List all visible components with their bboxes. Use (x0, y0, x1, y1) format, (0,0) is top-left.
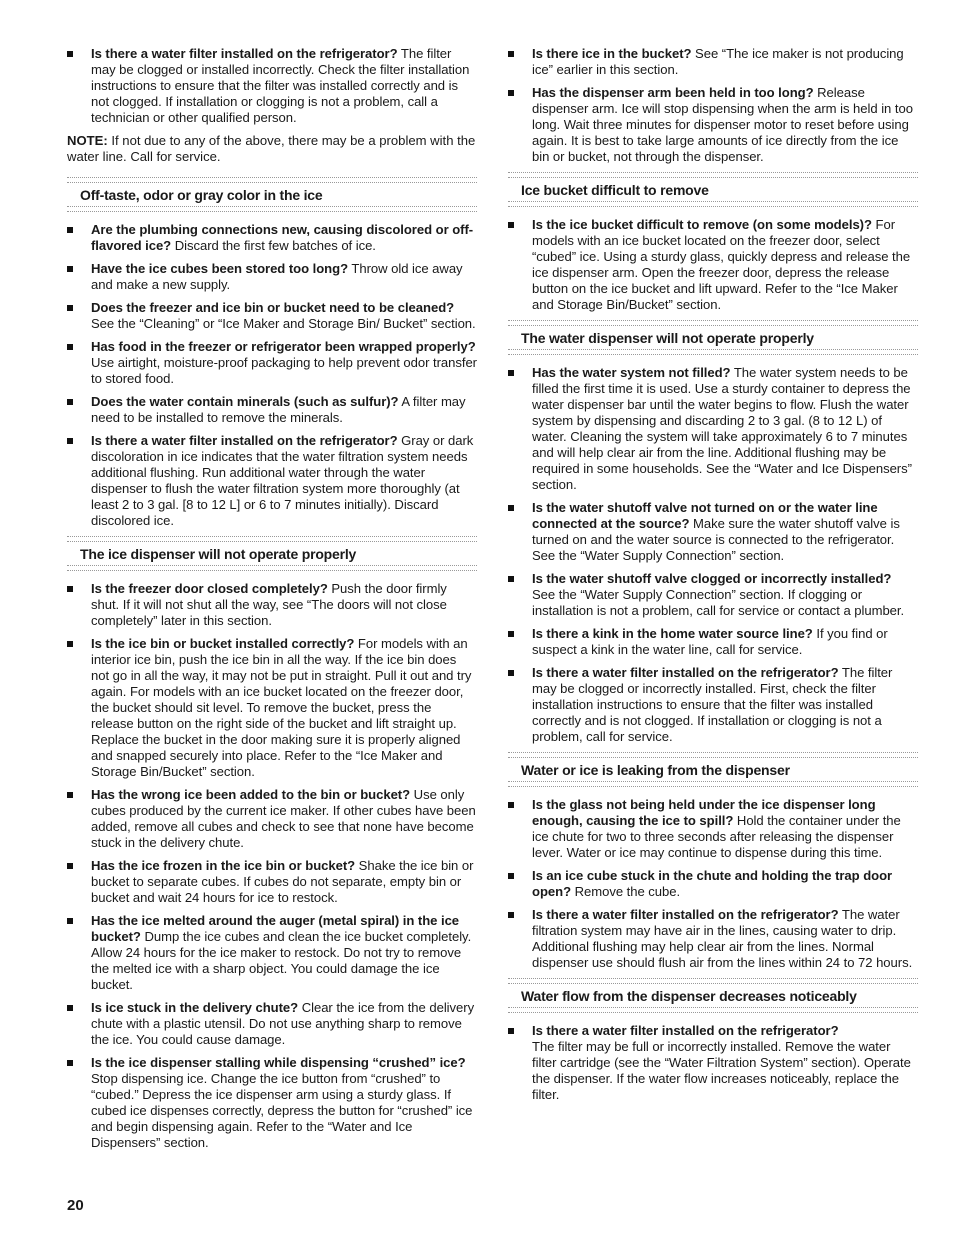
bullet-square-icon (67, 1005, 73, 1011)
troubleshoot-item: Is the water shutoff valve not turned on or the water line connected at the source? Make sure the water shutoff valve is turned on and the water source is connected to the refrigerator. See the “Water Supply Connection” section. (508, 500, 918, 564)
troubleshoot-item: Is there a water filter installed on the refrigerator? Gray or dark discoloration in ice indicates that the water filtration system needs additional flushing. Run additional water through the water dispenser to flush the water filtration system more thoroughly (at least 2 to 3 gal. [8 to 12 L] or 6 to 7 minutes initially). Discard discolored ice. (67, 433, 477, 529)
section-title: Water flow from the dispenser decreases noticeably (521, 988, 857, 1004)
troubleshoot-item: Is the water shutoff valve clogged or incorrectly installed? See the “Water Supply Connection” section. If clogging or installation is not a problem, call for service or contact a plumber. (508, 571, 918, 619)
divider (508, 1007, 918, 1013)
troubleshoot-item: Is there a water filter installed on the refrigerator? The filter may be clogged or incorrectly installed. First, check the filter installation instructions to ensure that the filter was installed correctly and is not clogged. If installation or clogging is not a problem, call for service. (508, 665, 918, 745)
troubleshoot-item: Is the glass not being held under the ice dispenser long enough, causing the ice to spill? Hold the container under the ice chute for two to three seconds after releasing the dispenser lever. Water or ice may continue to dispense during this time. (508, 797, 918, 861)
bullet-square-icon (67, 51, 73, 57)
bullet-square-icon (67, 918, 73, 924)
bullet-square-icon (67, 399, 73, 405)
troubleshoot-item: Has the ice frozen in the ice bin or bucket? Shake the ice bin or bucket to separate cubes. If cubes do not separate, empty bin or bucket and wait 24 hours for ice to restock. (67, 858, 477, 906)
troubleshoot-item: Is there ice in the bucket? See “The ice maker is not producing ice” earlier in this section. (508, 46, 918, 78)
troubleshoot-item: Is there a water filter installed on the refrigerator? The filter may be clogged or installed incorrectly. Check the filter installation instructions to ensure that the filter was installed correctly and is not clogged. If installation or clogging is not a problem, call a technician or other qualified person. (67, 46, 477, 126)
troubleshoot-item: Does the water contain minerals (such as sulfur)? A filter may need to be installed to remove the minerals. (67, 394, 477, 426)
section-title: The water dispenser will not operate properly (521, 330, 814, 346)
bullet-square-icon (508, 370, 514, 376)
section-header (508, 752, 918, 787)
troubleshoot-item: Have the ice cubes been stored too long? Throw old ice away and make a new supply. (67, 261, 477, 293)
bullet-square-icon (508, 802, 514, 808)
divider (67, 565, 477, 571)
bullet-square-icon (508, 51, 514, 57)
bullet-square-icon (508, 670, 514, 676)
troubleshoot-item: Has the water system not filled? The water system needs to be filled the first time it is used. Use a sturdy container to depress the water dispenser bar until the water begins to flow. Flush the water system by dispensing and discarding 2 to 3 gal. (8 to 12 L) of water. Cleaning the system will take approximately 6 to 7 minutes and will help clear air from the line. Additional flushing may be required in some households. See the “Water and Ice Dispensers” section. (508, 365, 918, 493)
section-title: Off-taste, odor or gray color in the ice (80, 187, 323, 203)
bullet-square-icon (508, 631, 514, 637)
troubleshoot-item: Is there a kink in the home water source line? If you find or suspect a kink in the water line, call for service. (508, 626, 918, 658)
section-title: The ice dispenser will not operate properly (80, 546, 357, 562)
troubleshoot-item: Is ice stuck in the delivery chute? Clear the ice from the delivery chute with a plastic utensil. Do not use anything sharp to remove the ice. You could cause damage. (67, 1000, 477, 1048)
troubleshoot-item: Is the ice bucket difficult to remove (on some models)? For models with an ice bucket located on the freezer door, select “cubed” ice. Using a sturdy glass, quickly depress and release the ice dispenser arm. Open the freezer door, depress the release button on the ice bucket and lift upward. Refer to the “Ice Maker and Storage Bin/Bucket” section. (508, 217, 918, 313)
troubleshoot-item: Has food in the freezer or refrigerator been wrapped properly? Use airtight, moisture-proof packaging to help prevent odor transfer to stored food. (67, 339, 477, 387)
bullet-square-icon (67, 305, 73, 311)
bullet-square-icon (67, 344, 73, 350)
bullet-square-icon (508, 222, 514, 228)
troubleshoot-item: Is the freezer door closed completely? Push the door firmly shut. If it will not shut all the way, see “The doors will not close completely” later in this section. (67, 581, 477, 629)
divider (508, 349, 918, 355)
troubleshoot-item: Is an ice cube stuck in the chute and holding the trap door open? Remove the cube. (508, 868, 918, 900)
section-header (67, 536, 477, 571)
bullet-square-icon (67, 792, 73, 798)
divider (508, 781, 918, 787)
section-title: Water or ice is leaking from the dispenser (521, 762, 790, 778)
bullet-square-icon (67, 641, 73, 647)
bullet-square-icon (67, 227, 73, 233)
left-column (67, 46, 477, 1158)
section-header (508, 320, 918, 355)
troubleshoot-item: Has the dispenser arm been held in too long? Release dispenser arm. Ice will stop dispensing when the arm is held in too long. Wait three minutes for dispenser motor to reset before using again. It is best to take large amounts of ice directly from the ice bin or bucket, not through the dispenser. (508, 85, 918, 165)
bullet-square-icon (508, 505, 514, 511)
note-paragraph: NOTE: If not due to any of the above, there may be a problem with the water line. Call for service. (67, 133, 476, 164)
bullet-square-icon (508, 90, 514, 96)
troubleshoot-item: Is there a water filter installed on the refrigerator? The filter may be full or incorrectly installed. Remove the water filter cartridge (see the “Water Filtration System” section). Operate the dispenser. If the water flow increases noticeably, replace the filter. (508, 1023, 918, 1103)
bullet-square-icon (508, 873, 514, 879)
bullet-square-icon (67, 438, 73, 444)
troubleshoot-item: Is the ice dispenser stalling while dispensing “crushed” ice? Stop dispensing ice. Change the ice button from “crushed” to “cubed.” Depress the ice dispenser arm using a sturdy glass. If cubed ice dispenses correctly, depress the button for “crushed” ice and begin dispensing again. Refer to the “Water and Ice Dispensers” section. (67, 1055, 477, 1151)
bullet-square-icon (508, 1028, 514, 1034)
section-header (508, 978, 918, 1013)
section-title: Ice bucket difficult to remove (521, 182, 709, 198)
section-header (508, 172, 918, 207)
divider (508, 201, 918, 207)
troubleshoot-item: Has the ice melted around the auger (metal spiral) in the ice bucket? Dump the ice cubes and clean the ice bucket completely. Allow 24 hours for the ice maker to restock. Do not try to remove the melted ice with a sharp object. You could damage the ice bucket. (67, 913, 477, 993)
troubleshoot-item: Is there a water filter installed on the refrigerator? The water filtration system may have air in the lines, causing water to drip. Additional flushing may help clear air from the lines. Normal dispenser use should flush air from the lines within 24 to 72 hours. (508, 907, 918, 971)
page-number: 20 (67, 1197, 84, 1214)
bullet-square-icon (67, 586, 73, 592)
bullet-square-icon (67, 1060, 73, 1066)
troubleshoot-item: Has the wrong ice been added to the bin or bucket? Use only cubes produced by the current ice maker. If other cubes have been added, remove all cubes and check to see that none have become stuck in the delivery chute. (67, 787, 477, 851)
bullet-square-icon (508, 576, 514, 582)
right-column (508, 46, 918, 1110)
bullet-square-icon (67, 863, 73, 869)
troubleshoot-item: Are the plumbing connections new, causing discolored or off-flavored ice? Discard the first few batches of ice. (67, 222, 477, 254)
bullet-square-icon (67, 266, 73, 272)
divider (67, 206, 477, 212)
bullet-square-icon (508, 912, 514, 918)
troubleshoot-item: Is the ice bin or bucket installed correctly? For models with an interior ice bin, push the ice bin in all the way. If the ice bin does not go in all the way, it may not be put in straight. Pull it out and try again. For models with an ice bucket located on the freezer door, the bucket should sit level. To remove the bucket, press the release button on the right side of the bucket and lift straight up. Replace the bucket in the door making sure it is properly aligned and snapped securely into place. Refer to the “Ice Maker and Storage Bin/Bucket” section. (67, 636, 477, 780)
section-header (67, 177, 477, 212)
troubleshoot-item: Does the freezer and ice bin or bucket need to be cleaned? See the “Cleaning” or “Ice Maker and Storage Bin/ Bucket” section. (67, 300, 477, 332)
